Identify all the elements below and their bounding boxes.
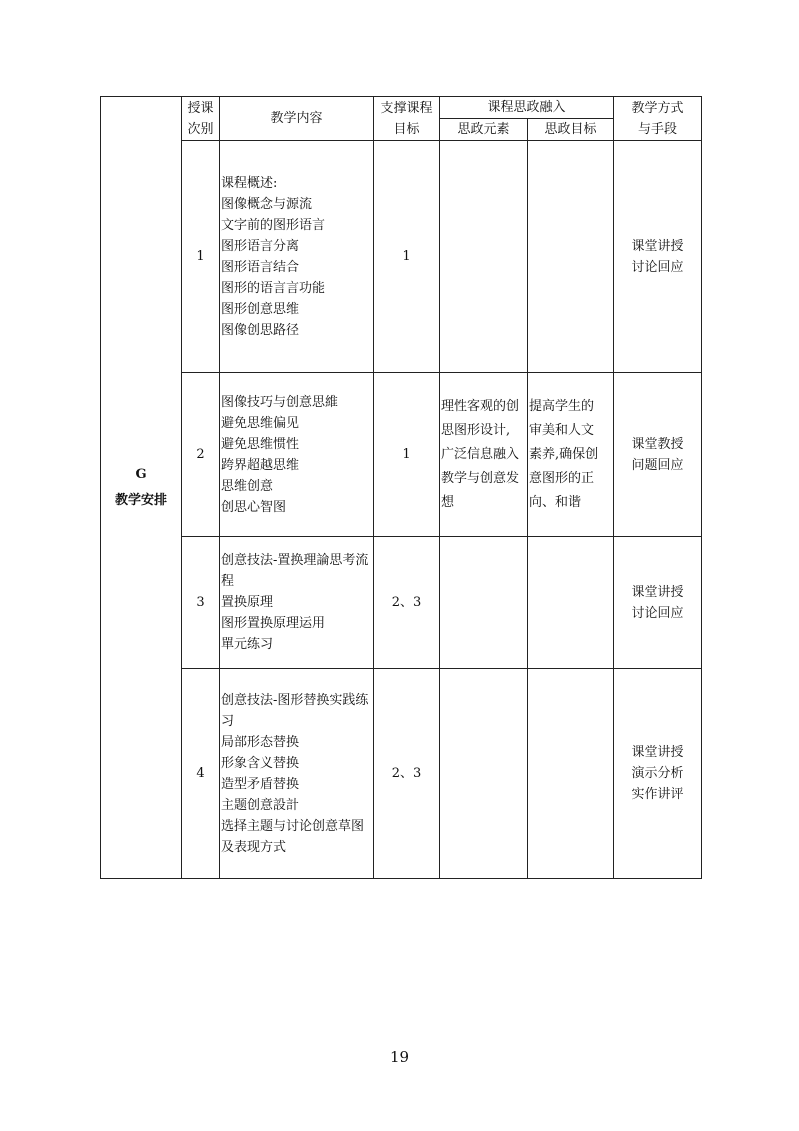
method-line: 课堂教授 <box>631 436 684 452</box>
content-line: 形象含义替换 <box>221 755 300 771</box>
objective-cell: 1 <box>374 373 440 537</box>
ideology-goal-cell <box>528 669 614 879</box>
header-session-line: 次别 <box>187 121 214 137</box>
header-objective-line: 目标 <box>393 121 420 137</box>
goal-line: 审美和人文 <box>529 422 595 438</box>
content-cell <box>220 373 374 537</box>
table-row <box>101 669 702 879</box>
objective-cell: 1 <box>374 141 440 373</box>
objective-cell: 2、3 <box>374 669 440 879</box>
content-line: 图形语言结合 <box>221 259 300 275</box>
header-session <box>182 97 220 141</box>
content-line: 图像概念与源流 <box>221 196 313 212</box>
element-line: 广泛信息融入 <box>441 446 520 462</box>
session-number: 1 <box>182 141 220 373</box>
method-cell <box>614 537 702 669</box>
ideology-goal-cell <box>528 537 614 669</box>
method-line: 课堂讲授 <box>631 584 684 600</box>
content-line: 课程概述: <box>221 175 278 191</box>
content-line: 创意技法-图形替换实践练习 <box>221 692 369 729</box>
method-line: 讨论回应 <box>631 605 684 621</box>
element-line: 理性客观的创 <box>441 398 520 414</box>
method-line: 课堂讲授 <box>631 745 684 760</box>
goal-line: 意图形的正 <box>529 470 595 486</box>
header-method-line: 与手段 <box>638 121 678 137</box>
content-line: 思维创意 <box>221 478 274 494</box>
section-cell <box>101 97 182 879</box>
objective-cell: 2、3 <box>374 537 440 669</box>
session-number: 4 <box>182 669 220 879</box>
content-line: 跨界超越思维 <box>221 457 300 473</box>
header-method-line: 教学方式 <box>631 100 684 116</box>
ideology-goal-cell <box>528 373 614 537</box>
element-line: 教学与创意发 <box>441 470 520 486</box>
method-cell <box>614 373 702 537</box>
content-line: 局部形态替换 <box>221 734 300 750</box>
content-line: 單元练习 <box>221 637 274 652</box>
ideology-goal-cell <box>528 141 614 373</box>
content-line: 避免思维偏见 <box>221 415 300 431</box>
ideology-element-cell <box>440 373 528 537</box>
ideology-element-cell <box>440 669 528 879</box>
header-ideology: 课程思政融入 <box>440 97 614 119</box>
content-line: 选择主题与讨论创意草图及表现方式 <box>221 818 365 855</box>
content-cell <box>220 141 374 373</box>
method-line: 课堂讲授 <box>631 238 684 254</box>
content-line: 主题创意設計 <box>221 797 300 813</box>
section-letter: G <box>135 466 147 482</box>
content-line: 置换原理 <box>221 595 274 610</box>
session-number: 3 <box>182 537 220 669</box>
ideology-element-cell <box>440 141 528 373</box>
method-line: 讨论回应 <box>631 259 684 275</box>
method-cell <box>614 669 702 879</box>
content-cell <box>220 537 374 669</box>
method-line: 演示分析 <box>631 766 684 781</box>
method-line: 问题回应 <box>631 457 684 473</box>
content-line: 图形置换原理运用 <box>221 616 326 631</box>
ideology-element-cell <box>440 537 528 669</box>
goal-line: 提高学生的 <box>529 398 595 414</box>
header-ideology-goal: 思政目标 <box>528 119 614 141</box>
header-method <box>614 97 702 141</box>
method-line: 实作讲评 <box>631 787 684 802</box>
element-line: 想 <box>441 494 455 510</box>
content-line: 图形语言分离 <box>221 238 300 254</box>
header-objective-line: 支撑课程 <box>380 100 433 116</box>
header-content: 教学内容 <box>220 97 374 141</box>
content-line: 创意技法-置换理論思考流程 <box>221 553 369 589</box>
element-line: 思图形设计, <box>441 422 511 438</box>
content-line: 文字前的图形语言 <box>221 217 326 233</box>
content-line: 图像技巧与创意思維 <box>221 394 339 410</box>
header-row-1 <box>101 97 702 119</box>
goal-line: 素养,确保创 <box>529 446 599 462</box>
content-line: 图形的语言言功能 <box>221 280 326 296</box>
header-objective <box>374 97 440 141</box>
content-line: 图形创意思维 <box>221 301 300 317</box>
page-number: 19 <box>389 1048 410 1066</box>
content-line: 创思心智图 <box>221 499 287 515</box>
table-row <box>101 373 702 537</box>
header-ideology-element: 思政元素 <box>440 119 528 141</box>
session-number: 2 <box>182 373 220 537</box>
method-cell <box>614 141 702 373</box>
content-cell <box>220 669 374 879</box>
content-line: 避免思维惯性 <box>221 436 300 452</box>
teaching-schedule-table <box>100 96 702 879</box>
section-title: 教学安排 <box>114 492 167 508</box>
goal-line: 向、和谐 <box>529 494 582 510</box>
content-line: 造型矛盾替换 <box>221 776 300 792</box>
content-line: 图像创思路径 <box>221 322 300 338</box>
header-session-line: 授课 <box>187 100 214 116</box>
table-row <box>101 141 702 373</box>
table-row <box>101 537 702 669</box>
